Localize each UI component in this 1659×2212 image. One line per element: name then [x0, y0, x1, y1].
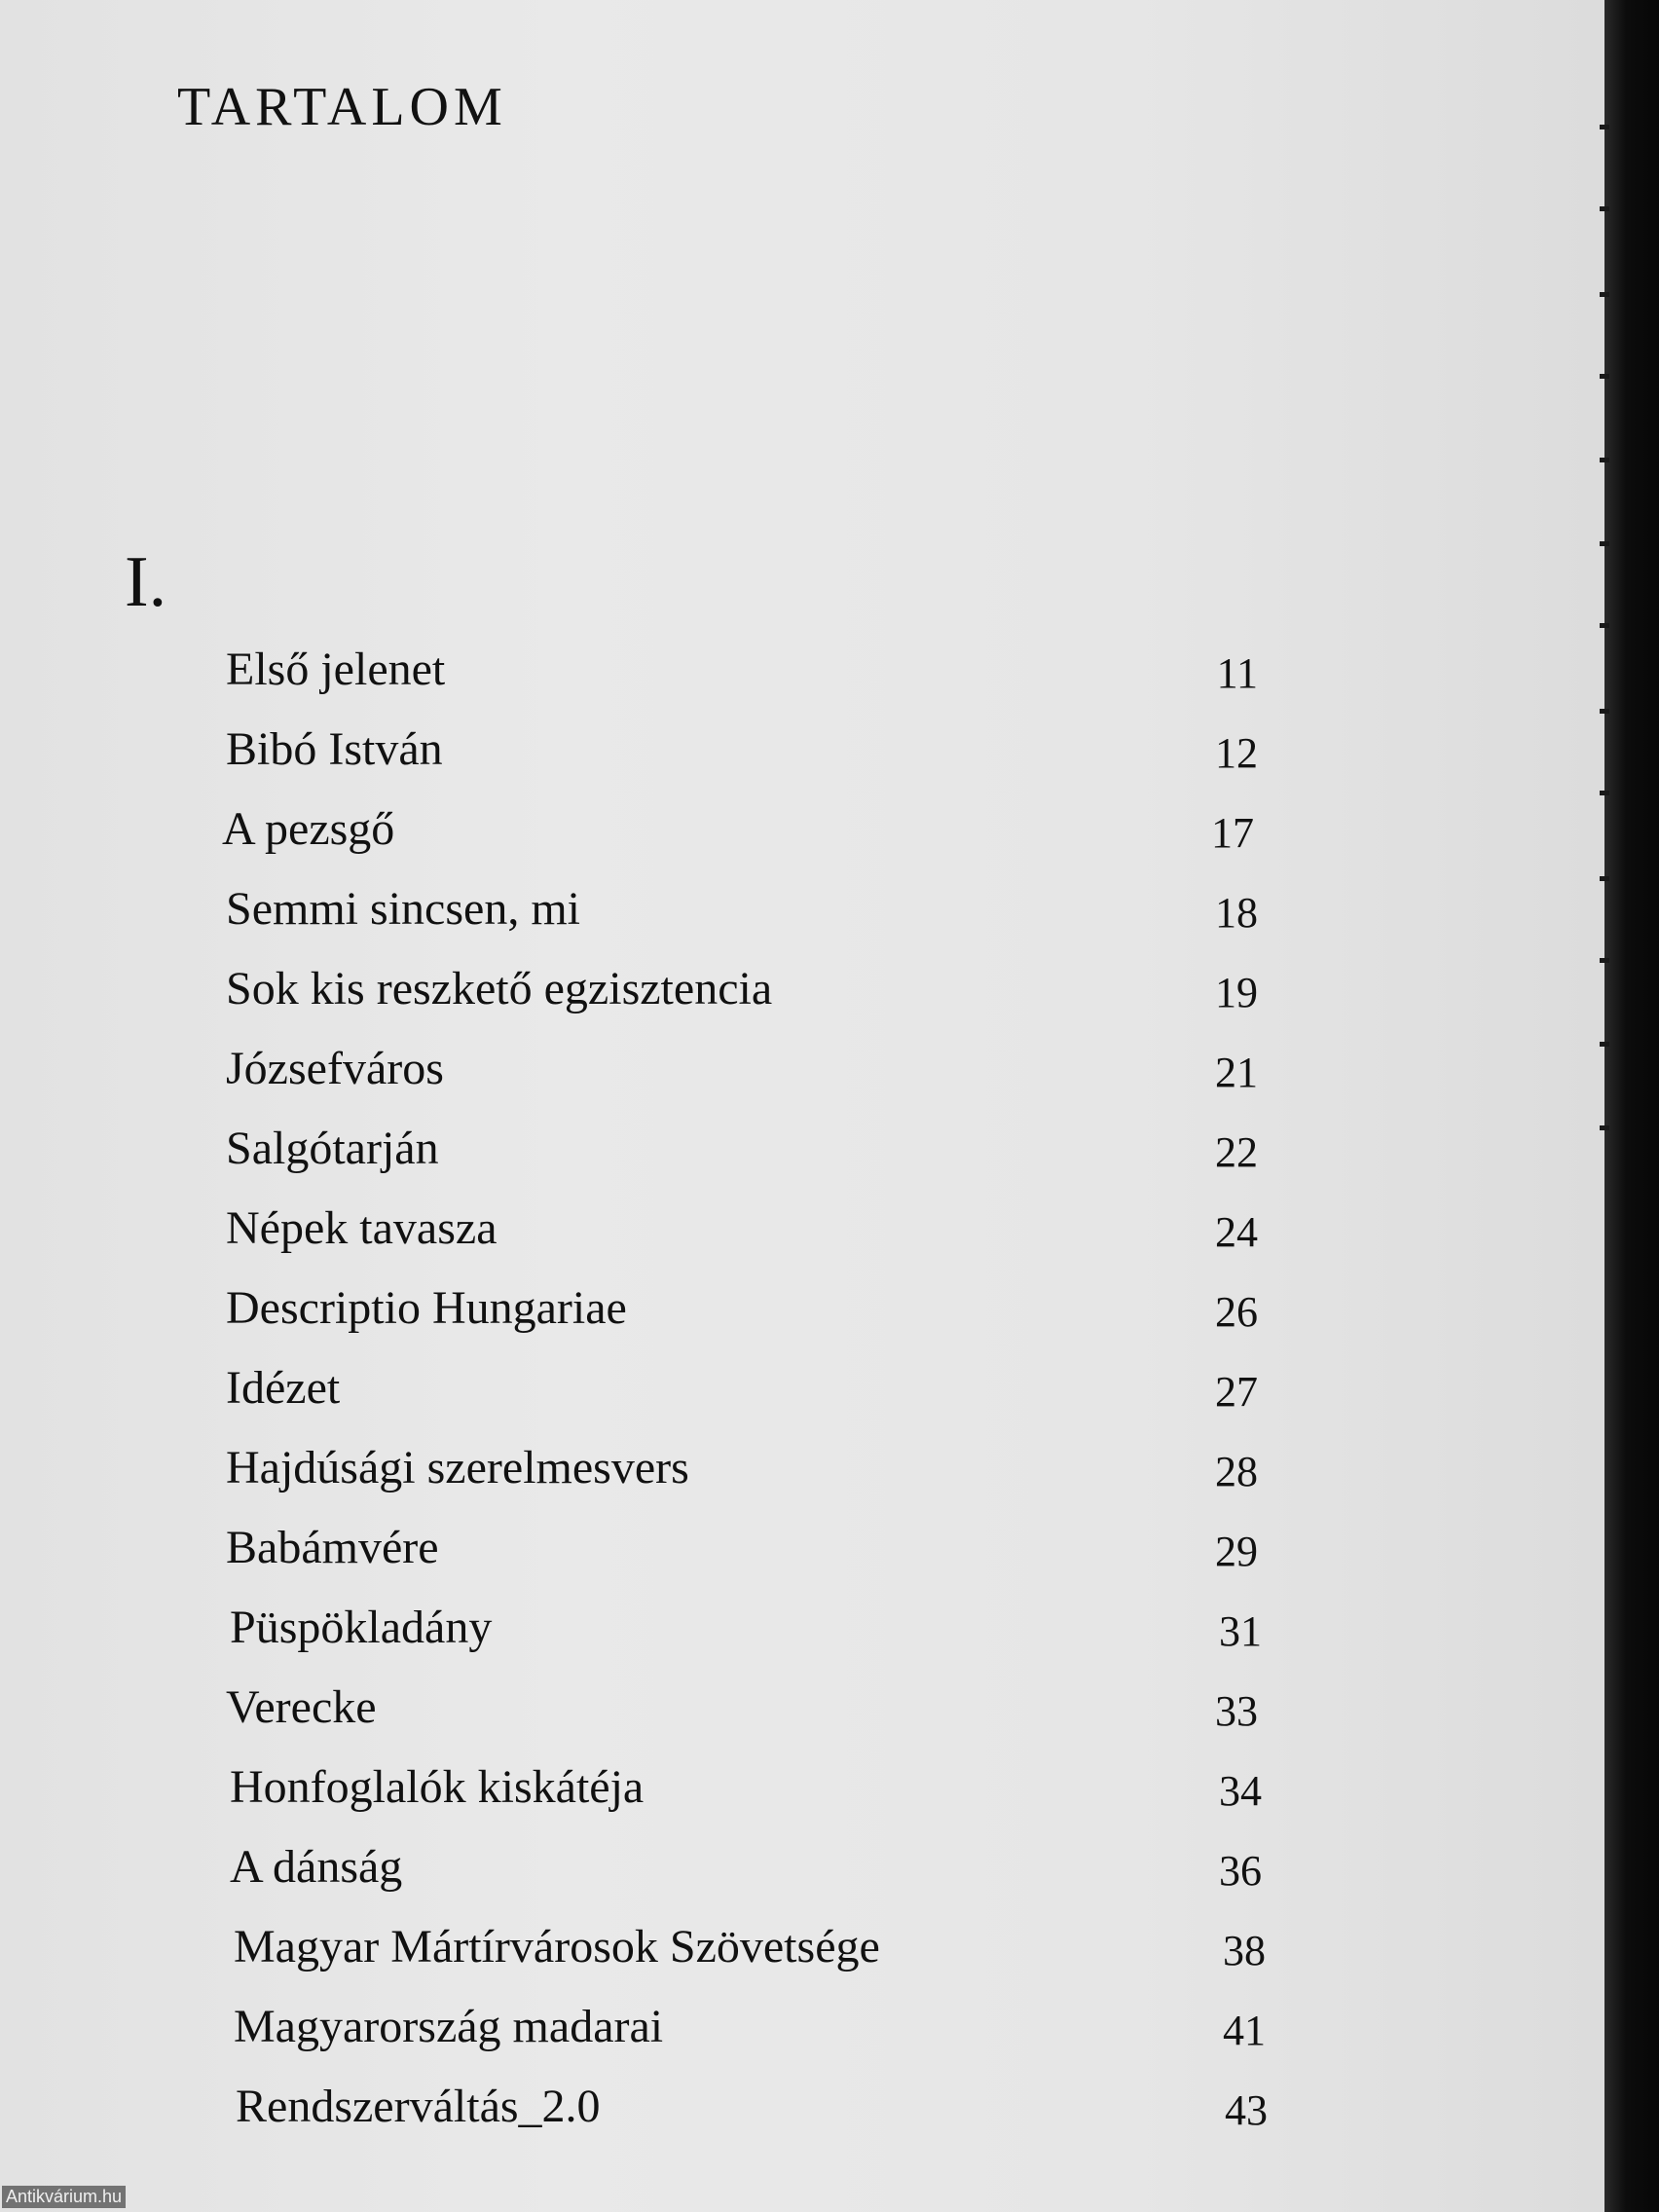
- toc-entry: [226, 1281, 1258, 1349]
- spine-notch: [1600, 1125, 1609, 1130]
- toc-entry-page: 34: [1219, 1767, 1262, 1815]
- spine-notch: [1600, 623, 1609, 628]
- toc-entry-page: 28: [1215, 1448, 1258, 1495]
- book-spine: [1604, 0, 1659, 2212]
- toc-entry: [226, 1201, 1258, 1270]
- toc-entry-page: 22: [1215, 1128, 1258, 1176]
- toc-entry-title: Semmi sincsen, mi: [226, 883, 580, 935]
- toc-entry: [226, 1521, 1258, 1589]
- toc-entry: [230, 1840, 1262, 1908]
- spine-notch: [1600, 125, 1609, 129]
- toc-entry: [226, 962, 1258, 1030]
- toc-entry: [236, 2080, 1268, 2148]
- spine-notch: [1600, 709, 1609, 714]
- section-numeral: I.: [125, 542, 167, 622]
- toc-entry: [226, 1042, 1258, 1110]
- toc-entry: [226, 882, 1258, 950]
- toc-entry-title: Rendszerváltás_2.0: [236, 2081, 601, 2132]
- toc-entry-page: 24: [1215, 1208, 1258, 1256]
- toc-entry: [234, 1920, 1266, 1988]
- spine-notch: [1600, 374, 1609, 379]
- toc-entry: [222, 802, 1254, 870]
- toc-entry-title: Sok kis reszkető egzisztencia: [226, 963, 773, 1014]
- toc-entry-title: Idézet: [226, 1362, 341, 1414]
- spine-notch: [1600, 791, 1609, 795]
- toc-entry-page: 43: [1225, 2086, 1268, 2134]
- page-title: TARTALOM: [177, 77, 507, 137]
- toc-entry-title: Hajdúsági szerelmesvers: [226, 1442, 689, 1493]
- toc-entry-title: Püspökladány: [230, 1602, 493, 1653]
- toc-entry-title: A pezsgő: [222, 803, 395, 855]
- toc-entry-page: 41: [1223, 2007, 1266, 2054]
- toc-entry-title: Honfoglalók kiskátéja: [230, 1761, 645, 1813]
- toc-entry-title: Salgótarján: [226, 1123, 439, 1174]
- toc-entry: [226, 1122, 1258, 1190]
- toc-entry: [226, 1361, 1258, 1429]
- spine-notch: [1600, 876, 1609, 881]
- toc-entry-page: 26: [1215, 1288, 1258, 1336]
- toc-entry: [226, 1680, 1258, 1749]
- toc-entry-title: Bibó István: [226, 723, 443, 775]
- toc-entry-page: 31: [1219, 1607, 1262, 1655]
- spine-notch: [1600, 458, 1609, 462]
- toc-entry-page: 29: [1215, 1528, 1258, 1575]
- spine-notch: [1600, 206, 1609, 211]
- spine-notch: [1600, 292, 1609, 297]
- toc-entry-page: 11: [1216, 649, 1258, 697]
- toc-entry: [226, 1441, 1258, 1509]
- toc-entry: [234, 2000, 1266, 2068]
- toc-entry: [226, 643, 1258, 711]
- toc-entry-page: 21: [1215, 1049, 1258, 1096]
- toc-entry-title: Magyarország madarai: [234, 2001, 664, 2052]
- toc-entry-title: Babámvére: [226, 1522, 439, 1573]
- toc-entry-page: 38: [1223, 1927, 1266, 1974]
- spine-notch: [1600, 1042, 1609, 1047]
- toc-entry-title: Verecke: [226, 1681, 377, 1733]
- toc-entry-title: Népek tavasza: [226, 1202, 498, 1254]
- toc-entry-page: 17: [1211, 809, 1254, 857]
- spine-notch: [1600, 541, 1609, 546]
- toc-entry-title: Descriptio Hungariae: [226, 1282, 627, 1334]
- spine-notch: [1600, 958, 1609, 963]
- toc-entry-page: 18: [1215, 889, 1258, 937]
- toc-entry-title: Józsefváros: [226, 1043, 444, 1094]
- toc-entry-page: 33: [1215, 1687, 1258, 1735]
- watermark: Antikvárium.hu: [2, 2186, 126, 2208]
- toc-entry-title: Magyar Mártírvárosok Szövetsége: [234, 1921, 880, 1972]
- toc-entry: [230, 1601, 1262, 1669]
- toc-entry-page: 27: [1215, 1368, 1258, 1416]
- toc-entry: [226, 722, 1258, 791]
- toc-entry-title: A dánság: [230, 1841, 403, 1893]
- toc-entry-page: 19: [1215, 969, 1258, 1016]
- toc-entry: [230, 1760, 1262, 1828]
- toc-entry-page: 36: [1219, 1847, 1262, 1895]
- toc-entry-page: 12: [1215, 729, 1258, 777]
- toc-entry-title: Első jelenet: [226, 644, 446, 695]
